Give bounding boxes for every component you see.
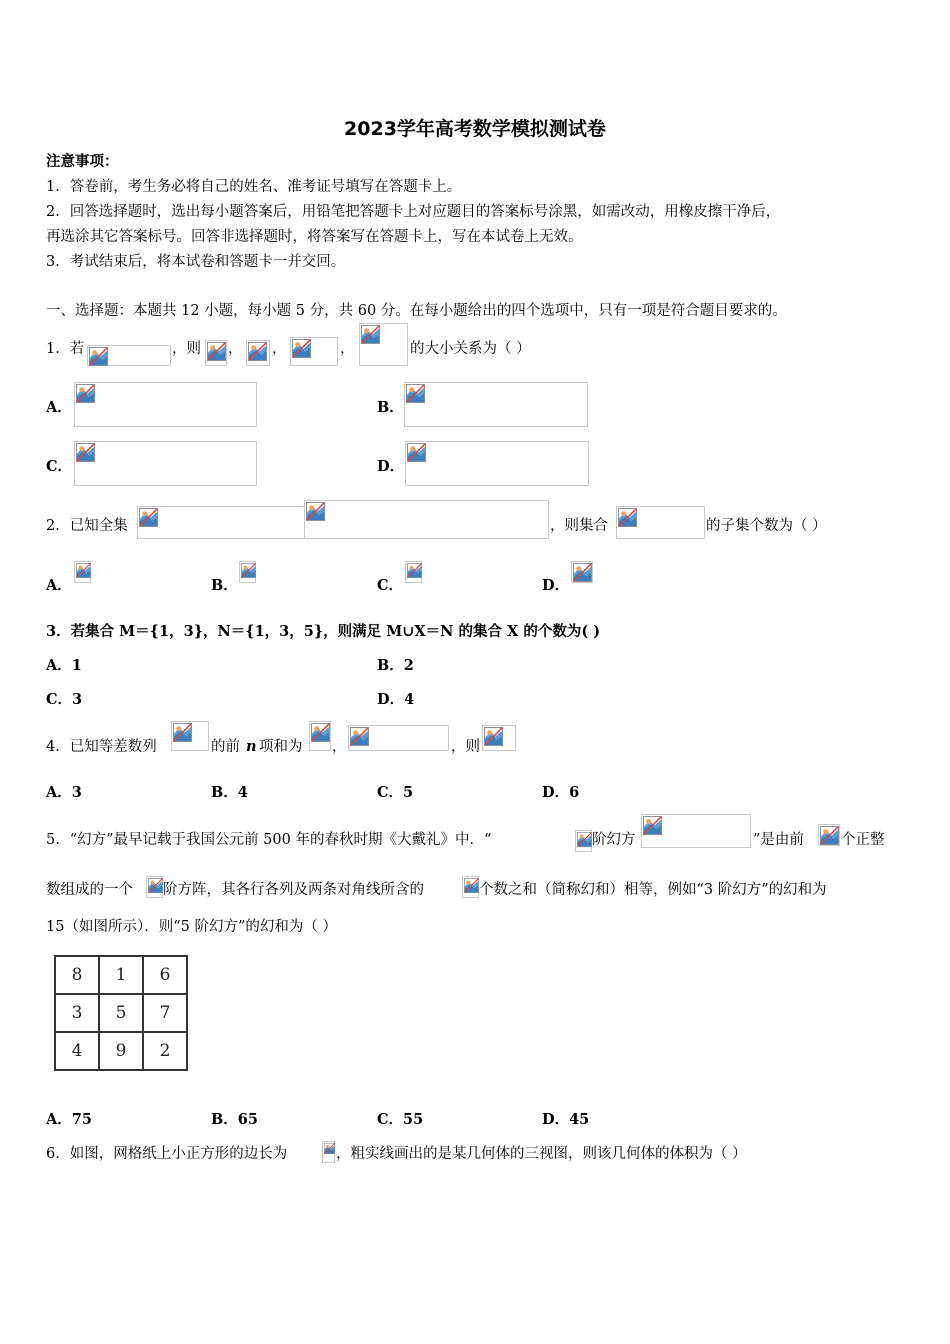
formula-image-icon [405,441,589,486]
q4-var-n: n [246,738,257,755]
magic-square-cell: 1 [99,956,143,994]
formula-image-icon [290,337,338,366]
q2-text: ，则集合 [550,518,608,534]
q4-option-c: C．5 [377,784,414,801]
q5-text: 阶方阵，其各行各列及两条对角线所含的 [163,882,424,898]
formula-image-icon [359,323,408,366]
formula-image-icon [616,506,705,539]
notice-item-3: 3．考试结束后，将本试卷和答题卡一并交回。 [46,254,346,270]
formula-image-icon [348,725,449,751]
q3-option-c: C．3 [46,691,83,708]
formula-image-icon [146,876,163,898]
q1-text: ，则 [172,341,201,357]
formula-image-icon [322,1141,335,1163]
q1-text: ， [340,341,355,357]
q1-stem-start: 1．若 [46,341,85,357]
q5-text: ”是由前 [753,832,804,848]
magic-square-cell: 6 [143,956,187,994]
magic-square-cell: 2 [143,1032,187,1070]
q3-option-d: D．4 [377,691,415,708]
notice-item-2-cont: 再选涂其它答案标号。回答非选择题时，将答案写在答题卡上，写在本试卷上无效。 [46,229,583,245]
formula-image-icon [87,345,171,366]
q1-option-d: D． [377,458,405,475]
q5-line2: 数组成的一个 [46,882,133,898]
q5-text: 个数之和（简称幻和）相等，例如“3 阶幻方”的幻和为 [479,882,827,898]
notice-heading: 注意事项： [46,153,119,170]
q1-text: ， [228,341,243,357]
q2-stem-start: 2．已知全集 [46,518,128,534]
formula-image-icon [205,340,227,366]
q6-stem: 6．如图，网格纸上小正方形的边长为 [46,1146,288,1162]
formula-image-icon [404,382,588,427]
q4-option-b: B．4 [211,784,248,801]
q5-option-c: C．55 [377,1111,424,1128]
q1-option-b: B． [377,399,404,416]
q2-option-c: C． [377,577,404,594]
section-heading: 一、选择题：本题共 12 小题，每小题 5 分，共 60 分。在每小题给出的四个选项中，只有一项是符合题目要求的。 [46,303,787,319]
q6-text: ，粗实线画出的是某几何体的三视图，则该几何体的体积为（ ） [336,1146,747,1162]
magic-square-cell: 8 [55,956,99,994]
q4-text: 项和为 [259,739,303,755]
formula-image-icon [246,340,270,366]
formula-image-icon [304,500,549,539]
q5-option-b: B．65 [211,1111,258,1128]
formula-image-icon [575,830,592,852]
q4-text: ， [332,739,347,755]
formula-image-icon [74,561,91,583]
formula-image-icon [74,441,257,486]
magic-square-cell: 9 [99,1032,143,1070]
q5-option-a: A．75 [46,1111,92,1128]
q3-option-b: B．2 [377,657,414,674]
magic-square-cell: 3 [55,994,99,1032]
formula-image-icon [309,721,331,751]
q1-option-a: A． [46,399,72,416]
magic-square-cell: 7 [143,994,187,1032]
formula-image-icon [171,721,209,751]
notice-item-2: 2．回答选择题时，选出每小题答案后，用铅笔把答题卡上对应题目的答案标号涂黑，如需改动，用橡皮擦干净后， [46,204,781,220]
formula-image-icon [571,561,593,583]
formula-image-icon [641,814,751,848]
magic-square-cell: 4 [55,1032,99,1070]
q5-text: 阶幻方 [592,832,636,848]
q5-option-d: D．45 [542,1111,590,1128]
q1-text: 的大小关系为（ ） [410,341,531,357]
formula-image-icon [239,561,256,583]
formula-image-icon [405,561,422,583]
magic-square-figure [54,955,188,1071]
q5-line3: 15（如图所示）．则“5 阶幻方”的幻和为（ ） [46,919,337,935]
q4-option-d: D．6 [542,784,580,801]
q2-option-d: D． [542,577,570,594]
notice-item-1: 1．答卷前，考生务必将自己的姓名、准考证号填写在答题卡上。 [46,179,462,195]
formula-image-icon [482,725,516,751]
q4-text: 的前 [211,739,240,755]
q1-text: ， [272,341,287,357]
formula-image-icon [818,824,840,846]
q5-line1: 5．“幻方”最早记载于我国公元前 500 年的春秋时期《大戴礼》中．“ [46,832,492,848]
q2-option-a: A． [46,577,72,594]
page-title: 2023学年高考数学模拟测试卷 [344,118,606,140]
q4-option-a: A．3 [46,784,82,801]
q3-stem: 3．若集合 M＝{1，3}，N＝{1，3，5}，则满足 M∪X＝N 的集合 X 的个数为( ) [46,623,601,640]
q4-text: ，则 [451,739,480,755]
q1-option-c: C． [46,458,73,475]
formula-image-icon [74,382,257,427]
formula-image-icon [137,506,305,539]
q5-text: 个正整 [841,832,885,848]
formula-image-icon [462,876,479,898]
magic-square-cell: 5 [99,994,143,1032]
q3-option-a: A．1 [46,657,82,674]
q2-text: 的子集个数为（ ） [706,518,827,534]
q2-option-b: B． [211,577,238,594]
q4-stem-start: 4．已知等差数列 [46,739,157,755]
